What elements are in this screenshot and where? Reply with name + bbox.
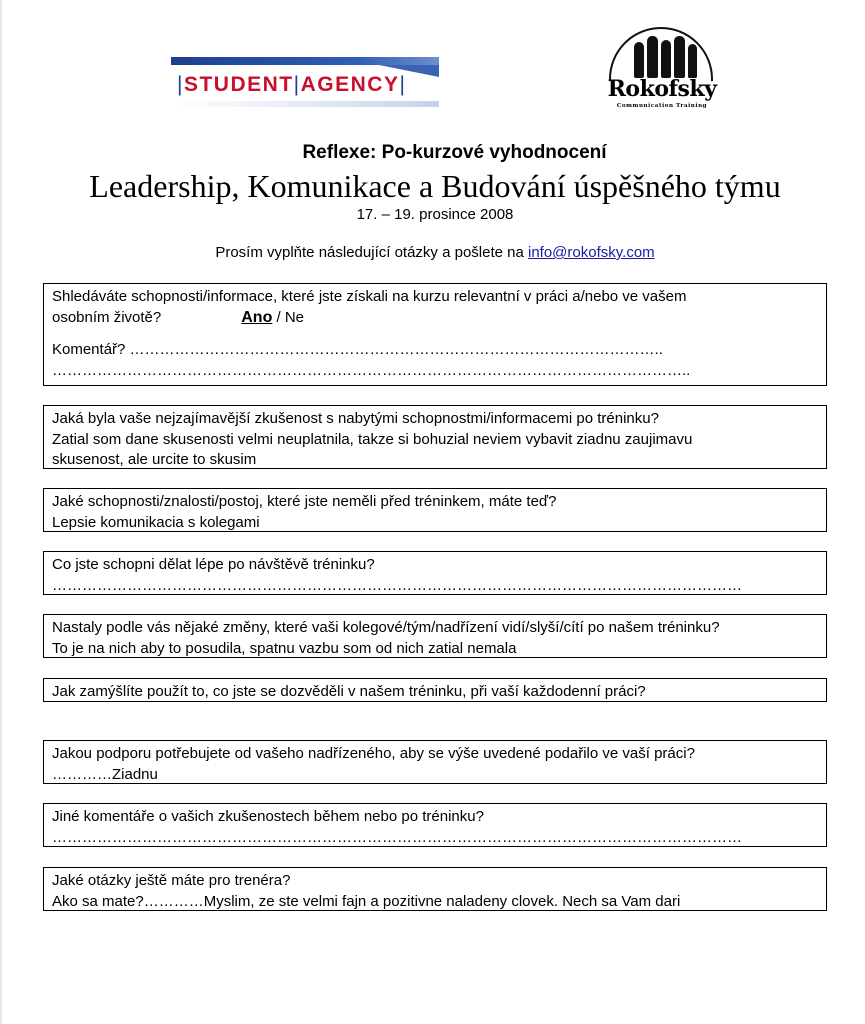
question-text: Jak zamýšlíte použít to, co jste se dozvěděli v našem tréninku, při vaší každodenní práci? bbox=[52, 683, 646, 700]
question-box-support bbox=[43, 740, 827, 784]
logo-separator: | bbox=[177, 73, 184, 96]
comment-dots: ……………………………………………………………………………………………………………….. bbox=[52, 361, 691, 379]
question-box-relevance bbox=[43, 283, 827, 386]
question-text: Jaká byla vaše nejzajímavější zkušenost s nabytými schopnostmi/informacemi po tréninku? bbox=[52, 410, 659, 427]
student-agency-wordmark bbox=[177, 73, 406, 97]
logo-word-student: STUDENT bbox=[183, 73, 294, 96]
question-box-trainer-questions bbox=[43, 867, 827, 911]
rokofsky-name: Rokofsky bbox=[607, 76, 717, 102]
figure-icon bbox=[688, 44, 697, 78]
figure-icon bbox=[634, 42, 644, 78]
question-box-experience bbox=[43, 405, 827, 469]
question-box-other-comments bbox=[43, 803, 827, 847]
question-box-new-skills bbox=[43, 488, 827, 532]
question-text-cont: osobním životě? bbox=[52, 308, 162, 326]
comment-label: Komentář? …………………………………………………………………………………………….. bbox=[52, 341, 663, 358]
answer-text: Ako sa mate?…………Myslim, ze ste velmi fajn a pozitivne naladeny clovek. Nech sa Vam dari bbox=[52, 892, 681, 910]
logo-separator: | bbox=[399, 73, 407, 96]
question-box-daily-use bbox=[43, 678, 827, 702]
answer-yes: Ano bbox=[241, 308, 273, 326]
rokofsky-logo bbox=[606, 24, 718, 112]
answer-dots: ………………………………………………………………………………………………………………………… bbox=[52, 576, 742, 594]
instruction-text bbox=[0, 244, 865, 261]
logo-shadow bbox=[171, 101, 439, 107]
answer-text: To je na nich aby to posudila, spatnu vazbu som od nich zatial nemala bbox=[52, 639, 517, 657]
question-text: Nastaly podle vás nějaké změny, které vaši kolegové/tým/nadřízení vidí/slyší/cítí po našem tréninku? bbox=[52, 619, 720, 636]
document-title: Leadership, Komunikace a Budování úspěšného týmu bbox=[89, 168, 781, 204]
question-text: Jiné komentáře o vašich zkušenostech během nebo po tréninku? bbox=[52, 808, 484, 825]
question-text: Jaké schopnosti/znalosti/postoj, které jste neměli před tréninkem, máte teď? bbox=[52, 493, 557, 510]
answer-text-line2: skusenost, ale urcite to skusim bbox=[52, 451, 257, 468]
answer-text: Lepsie komunikacia s kolegami bbox=[52, 513, 260, 531]
figure-icon bbox=[647, 36, 658, 78]
answer-dots: ………………………………………………………………………………………………………………………… bbox=[52, 828, 742, 846]
logo-blue-bar bbox=[171, 57, 439, 65]
question-text: Co jste schopni dělat lépe po návštěvě tréninku? bbox=[52, 556, 375, 573]
question-box-changes bbox=[43, 614, 827, 658]
student-agency-logo bbox=[171, 57, 439, 107]
answer-no: / Ne bbox=[272, 308, 305, 326]
answer-text: Zatial som dane skusenosti velmi neuplatnila, takze si bohuzial neviem vybavit ziadnu zaujimavu bbox=[52, 430, 693, 448]
logo-word-agency: AGENCY bbox=[300, 73, 400, 96]
question-text: Jaké otázky ještě máte pro trenéra? bbox=[52, 872, 291, 889]
question-text: Jakou podporu potřebujete od vašeho nadřízeného, aby se výše uvedené podařilo ve vaší práci? bbox=[52, 745, 695, 762]
rokofsky-tagline: Communication Training bbox=[616, 103, 708, 109]
question-text-line2 bbox=[52, 308, 818, 329]
instruction-prefix: Prosím vyplňte následující otázky a pošlete na bbox=[215, 244, 528, 261]
question-text: Shledáváte schopnosti/informace, které jste získali na kurzu relevantní v práci a/nebo ve vašem bbox=[52, 288, 687, 305]
answer-text: …………Ziadnu bbox=[52, 765, 158, 783]
question-box-do-better bbox=[43, 551, 827, 595]
figure-icon bbox=[674, 36, 685, 78]
document-subtitle: Reflexe: Po-kurzové vyhodnocení bbox=[302, 142, 607, 163]
logo-separator: | bbox=[293, 73, 301, 96]
course-dates: 17. – 19. prosince 2008 bbox=[356, 206, 514, 223]
figure-icon bbox=[661, 40, 671, 78]
email-link[interactable]: info@rokofsky.com bbox=[528, 244, 655, 261]
